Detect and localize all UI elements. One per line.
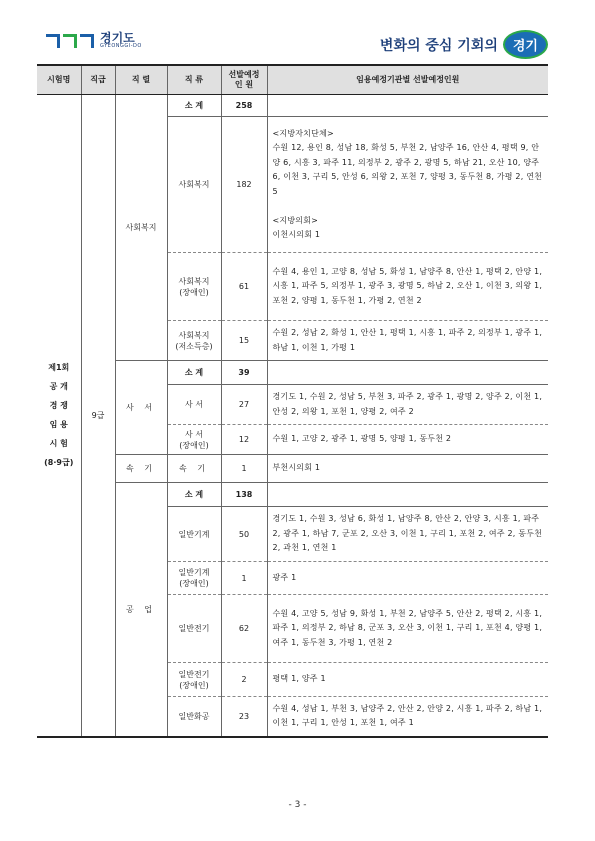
agency-list-cell: 수원 2, 성남 2, 화성 1, 안산 1, 평택 1, 시흥 1, 파주 2, 의정부 1, 광주 1, 하남 1, 이천 1, 가평 1	[267, 321, 548, 361]
col-header-grade: 직급	[81, 65, 115, 95]
series-cell: 사 서	[115, 361, 167, 455]
agency-list-cell: 수원 1, 고양 2, 광주 1, 광명 5, 양평 1, 동두천 2	[267, 425, 548, 455]
logo-org-name: 경기도	[100, 31, 135, 45]
agency-list-cell: <지방자치단체> 수원 12, 용인 8, 성남 18, 화성 5, 부천 2, 남양주 16, 안산 4, 평택 9, 안양 6, 시흥 3, 파주 11, 의정부 2, 광주 2, 광명 5, 하남 21, 오산 10, 양주 6, 이천 3, 구리 5, 안성 6, 의왕 2, 포천 7, 양평 3, 동두천 8, 가평 2, 연천 5 <지방의회> 이천시의회 1	[267, 117, 548, 253]
agency-list-cell: 부천시의회 1	[267, 455, 548, 483]
type-cell: 일반기계 (장애인)	[167, 562, 221, 595]
count-cell: 1	[221, 455, 267, 483]
count-cell: 61	[221, 253, 267, 321]
subtotal-count: 138	[221, 483, 267, 507]
series-cell: 사회복지	[115, 95, 167, 361]
type-cell: 사회복지	[167, 117, 221, 253]
subtotal-count: 39	[221, 361, 267, 385]
count-cell: 23	[221, 697, 267, 737]
col-header-series: 직 렬	[115, 65, 167, 95]
agency-list-cell: 광주 1	[267, 562, 548, 595]
type-cell: 사회복지 (저소득층)	[167, 321, 221, 361]
agency-list-cell: 수원 4, 고양 5, 성남 9, 화성 1, 부천 2, 남양주 5, 안산 2, 평택 2, 시흥 1, 파주 1, 의정부 2, 하남 8, 군포 3, 오산 3, 이천 1, 구리 1, 포천 4, 양평 1, 여주 1, 동두천 3, 가평 1, 연천 2	[267, 595, 548, 663]
grade-cell: 9급	[81, 95, 115, 737]
recruitment-table	[37, 64, 548, 738]
count-cell: 62	[221, 595, 267, 663]
series-cell: 속 기	[115, 455, 167, 483]
subtotal-empty	[267, 361, 548, 385]
gyeonggi-logo-mark-icon	[46, 34, 94, 48]
count-cell: 15	[221, 321, 267, 361]
table-header-row	[37, 65, 548, 95]
subtotal-label: 소 계	[167, 361, 221, 385]
type-cell: 일반화공	[167, 697, 221, 737]
subtotal-label: 소 계	[167, 483, 221, 507]
gyeonggi-logo	[46, 32, 142, 49]
subtotal-empty	[267, 95, 548, 117]
col-header-count: 선발예정 인 원	[221, 65, 267, 95]
page-number: - 3 -	[288, 800, 307, 810]
exam-name-cell: 제1회 공 개 경 쟁 임 용 시 험 (8·9급)	[37, 95, 81, 737]
type-cell: 일반전기	[167, 595, 221, 663]
logo-org-name-en: GYEONGGI-DO	[100, 43, 142, 49]
count-cell: 27	[221, 385, 267, 425]
agency-list-cell: 평택 1, 양주 1	[267, 663, 548, 697]
subtotal-label: 소 계	[167, 95, 221, 117]
col-header-agencies: 임용예정기관별 선발예정인원	[267, 65, 548, 95]
count-cell: 1	[221, 562, 267, 595]
type-cell: 일반기계	[167, 507, 221, 562]
slogan-text: 변화의 중심 기회의	[379, 37, 498, 54]
slogan-banner	[380, 30, 548, 59]
count-cell: 182	[221, 117, 267, 253]
count-cell: 50	[221, 507, 267, 562]
count-cell: 2	[221, 663, 267, 697]
agency-list-cell: 수원 4, 용인 1, 고양 8, 성남 5, 화성 1, 남양주 8, 안산 1, 평택 2, 안양 1, 시흥 1, 파주 5, 의정부 1, 광주 3, 광명 5, 하남 2, 오산 1, 이천 3, 의왕 1, 포천 2, 양평 1, 동두천 1, 가평 2, 연천 2	[267, 253, 548, 321]
slogan-badge: 경기	[503, 30, 548, 59]
agency-list-cell: 경기도 1, 수원 2, 성남 5, 부천 3, 파주 2, 광주 1, 광명 2, 양주 2, 이천 1, 안성 2, 의왕 1, 포천 1, 양평 2, 여주 2	[267, 385, 548, 425]
type-cell: 속 기	[167, 455, 221, 483]
col-header-type: 직 류	[167, 65, 221, 95]
type-cell: 사 서	[167, 385, 221, 425]
series-cell: 공 업	[115, 483, 167, 737]
subtotal-empty	[267, 483, 548, 507]
subtotal-count: 258	[221, 95, 267, 117]
type-cell: 일반전기 (장애인)	[167, 663, 221, 697]
col-header-exam: 시험명	[37, 65, 81, 95]
agency-list-cell: 경기도 1, 수원 3, 성남 6, 화성 1, 남양주 8, 안산 2, 안양 3, 시흥 1, 파주 2, 광주 1, 하남 7, 군포 2, 오산 3, 이천 1, 구리 1, 포천 2, 여주 2, 동두천 2, 과천 1, 연천 1	[267, 507, 548, 562]
type-cell: 사회복지 (장애인)	[167, 253, 221, 321]
type-cell: 사 서 (장애인)	[167, 425, 221, 455]
agency-list-cell: 수원 4, 성남 1, 부천 3, 남양주 2, 안산 2, 안양 2, 시흥 1, 파주 2, 하남 1, 이천 1, 구리 1, 안성 1, 포천 1, 여주 1	[267, 697, 548, 737]
table-row	[37, 95, 548, 117]
count-cell: 12	[221, 425, 267, 455]
